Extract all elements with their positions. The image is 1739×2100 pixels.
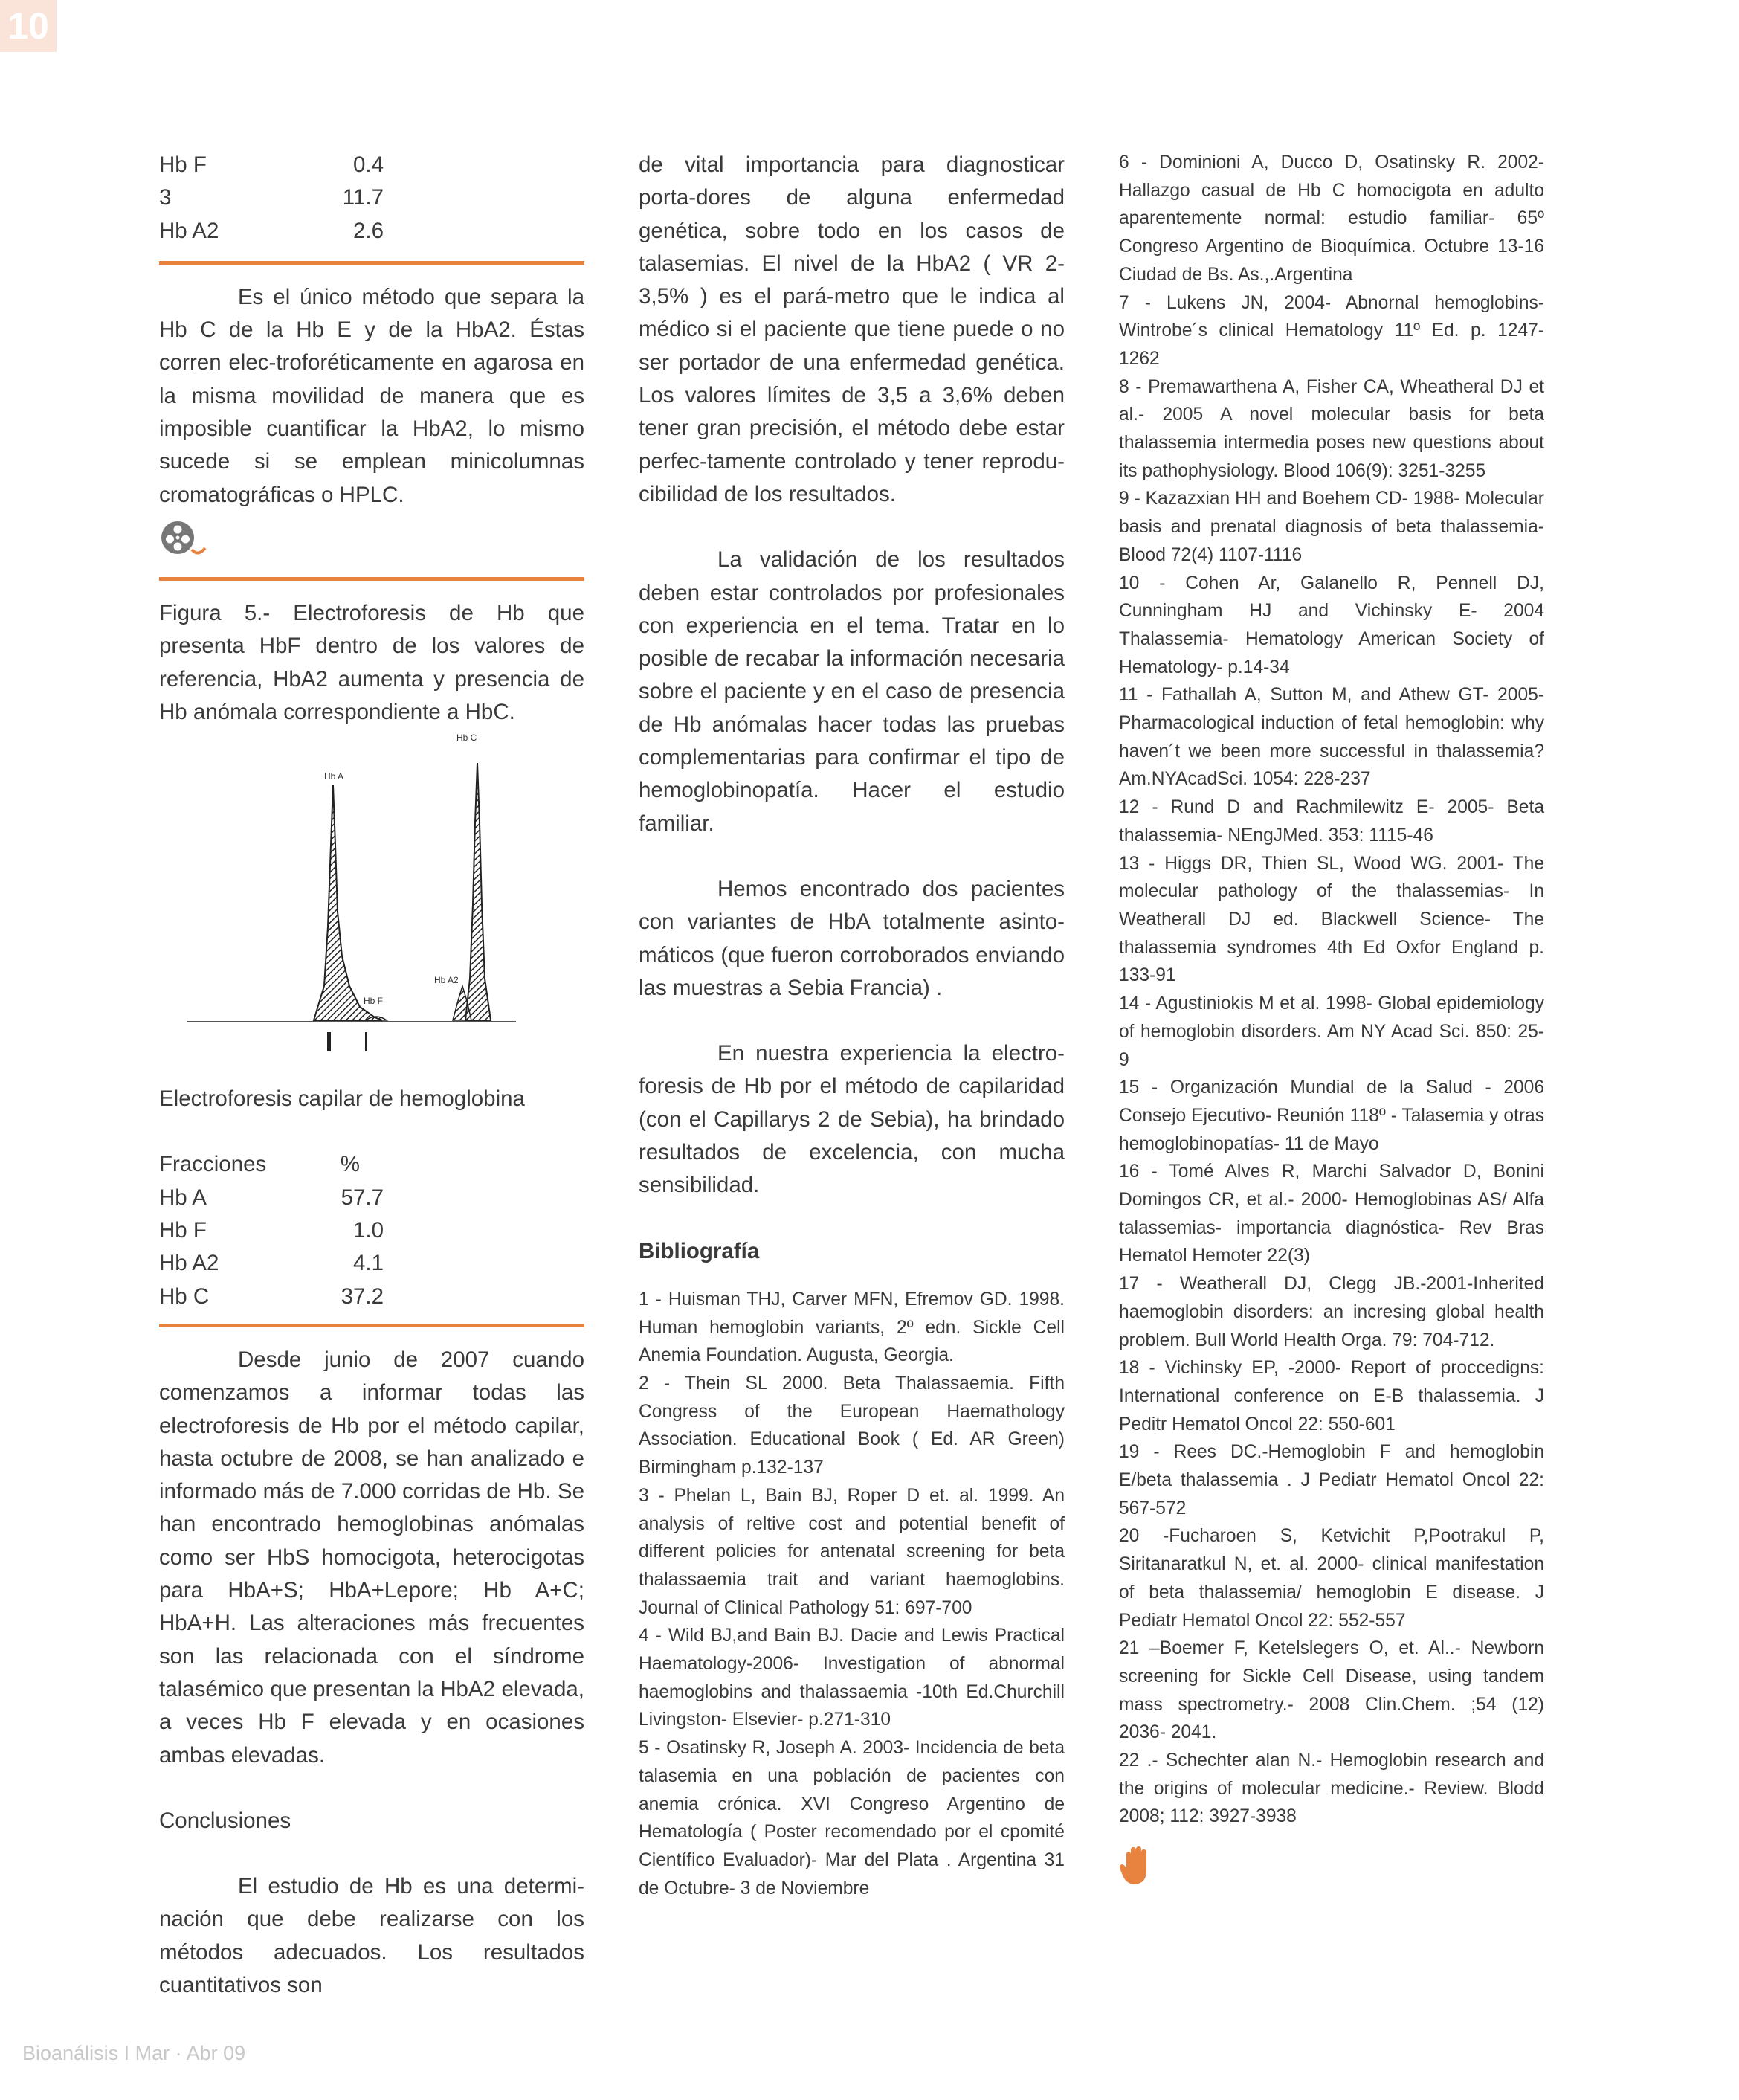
reference-item: 9 - Kazazxian HH and Boehem CD- 1988- Molecular basis and prenatal diagnosis of beta thalassemia- Blood 72(4) 1107-1116 (1119, 489, 1544, 565)
peak-label-hba2: Hb A2 (434, 975, 459, 986)
electro-title: Electroforesis capilar de hemoglobina (159, 1086, 525, 1112)
table-row: Hb A2 2.6 (159, 218, 384, 243)
table-row: Hb A 57.7 (159, 1185, 384, 1210)
reference-item: 15 - Organización Mundial de la Salud - 2006 Consejo Ejecutivo- Reunión 118º - Talasemia y otras hemoglobinopatías- 11 de Mayo (1119, 1078, 1544, 1154)
electropherogram (159, 733, 584, 1083)
reference-item: 6 - Dominioni A, Ducco D, Osatinsky R. 2002- Hallazgo casual de Hb C homocigota en adulto aparentemente normal: estudio familiar- 65º Congreso Argentino de Bioquímica. Octubre 13-16 Ciudad de Bs. As.,.Argentina (1119, 152, 1544, 285)
film-reel-icon (159, 515, 584, 567)
reference-item: 1 - Huisman THJ, Carver MFN, Efremov GD. 1998. Human hemoglobin variants, 2º edn. Sickle Cell Anemia Foundation. Augusta, Georgia. (639, 1289, 1065, 1366)
reference-item: 14 - Agustiniokis M et al. 1998- Global epidemiology of hemoglobin disorders. Am NY Acad Sci. 850: 25-9 (1119, 993, 1544, 1070)
section-heading: Conclusiones (159, 1808, 291, 1833)
fractions-table (159, 1148, 584, 1312)
paragraph: Hemos encontrado dos pacientes con variantes de HbA totalmente asinto-máticos (que fueron corroborados enviando las muestras a Sebia Francia) . (639, 876, 1065, 1000)
divider (159, 261, 584, 265)
bibliography-heading: Bibliografía (639, 1238, 760, 1263)
reference-item: 20 -Fucharoen S, Ketvichit P,Pootrakul P, Siritanaratkul N, et. al. 2000- clinical manifestation of beta thalassemia/ hemoglobin E disease. J Pediatr Hematol Oncol 22: 552-557 (1119, 1526, 1544, 1631)
paragraph: Desde junio de 2007 cuando comenzamos a informar todas las electroforesis de Hb por el método capilar, hasta octubre de 2008, se han analizado e informado más de 7.000 corridas de Hb. Se han encontrado hemoglobinas anómalas como ser HbS homocigota, heterocigotas para HbA+S; HbA+Lepore; Hb A+C; HbA+H. Las alteraciones más frecuentes son las relacionada con el síndrome talasémico que presentan la HbA2 elevada, a veces Hb F elevada y en ocasiones ambas elevadas. (159, 1347, 584, 1768)
table-row: Hb A2 4.1 (159, 1251, 384, 1276)
reference-item: 13 - Higgs DR, Thien SL, Wood WG. 2001- The molecular pathology of the thalassemias- In Weatherall DJ ed. Blackwell Science- The thalassemia syndromes 4th Ed Oxfor England p. 133-91 (1119, 853, 1544, 986)
table-row: Hb F 0.4 (159, 152, 384, 177)
marker (327, 1032, 331, 1051)
reference-item: 22 .- Schechter alan N.- Hemoglobin research and the origins of molecular medicine.- Review. Blodd 2008; 112: 3927-3938 (1119, 1750, 1544, 1827)
page-number: 10 (0, 0, 57, 52)
reference-item: 11 - Fathallah A, Sutton M, and Athew GT- 2005- Pharmacological induction of fetal hemoglobin: why haven´t we been more successful in thalassemia? Am.NYAcadSci. 1054: 228-237 (1119, 685, 1544, 790)
reference-list (1119, 149, 1544, 1831)
paragraph: de vital importancia para diagnosticar porta-dores de alguna enfermedad genética, sobre todo en los casos de talasemias. El nivel de la HbA2 ( VR 2-3,5% ) es el pará-metro que le indica al médico si el paciente que tiene puede o no ser portador de una enfermedad genética. Los valores límites de 3,5 a 3,6% deben tener gran precisión, el método debe estar perfec-tamente controlado y tener reprodu-cibilidad de los resultados. (639, 152, 1065, 506)
reference-item: 10 - Cohen Ar, Galanello R, Pennell DJ, Cunningham HJ and Vichinsky E- 2004 Thalassemia- Hematology American Society of Hematology- p.14-34 (1119, 573, 1544, 677)
divider (159, 577, 584, 581)
top-table (159, 149, 584, 248)
paragraph: La validación de los resultados deben estar controlados por profesionales con experiencia en el tema. Tratar en lo posible de recabar la información necesaria sobre el paciente y en el caso de presencia de Hb anómalas hacer todas las pruebas complementarias para confirmar el tipo de hemoglobinopatía. Hacer el estudio familiar. (639, 547, 1065, 836)
column-2 (639, 149, 1065, 1902)
paragraph: El estudio de Hb es una determi-nación que debe realizarse con los métodos adecuados. Los resultados cuantitativos son (159, 1874, 584, 1997)
reference-item: 21 –Boemer F, Ketelslegers O, et. Al..- Newborn screening for Sickle Cell Disease, using tandem mass spectrometry.- 2008 Clin.Chem. ;54 (12) 2036- 2041. (1119, 1638, 1544, 1743)
divider (159, 1324, 584, 1327)
reference-list (639, 1286, 1065, 1902)
reference-item: 18 - Vichinsky EP, -2000- Report of proccedigns: International conference on E-B thalassemia. J Peditr Hematol Oncol 22: 550-601 (1119, 1358, 1544, 1434)
reference-item: 5 - Osatinsky R, Joseph A. 2003- Incidencia de beta talasemia en una población de pacientes con anemia crónica. XVI Congreso Argentino de Hematología ( Poster recomendado por el cpomité Científico Evaluador)- Mar del Plata . Argentina 31 de Octubre- 3 de Noviembre (639, 1738, 1065, 1898)
peak-hbc (465, 763, 491, 1020)
table-row: Hb F 1.0 (159, 1218, 384, 1243)
paragraph: Es el único método que separa la Hb C de la Hb E y de la HbA2. Éstas corren elec-troforéticamente en agarosa en la misma movilidad de manera que es imposible cuantificar la HbA2, lo mismo sucede si se emplean minicolumnas cromatográficas o HPLC. (159, 284, 584, 507)
column-3 (1119, 149, 1544, 1890)
peak-label-hbc: Hb C (456, 733, 477, 744)
footer: Bioanálisis I Mar · Abr 09 (22, 2042, 246, 2064)
column-1 (159, 149, 584, 2002)
table-row: 3 11.7 (159, 185, 384, 210)
marker (365, 1032, 367, 1051)
reference-item: 2 - Thein SL 2000. Beta Thalassaemia. Fifth Congress of the European Haemathology Association. Educational Book ( Ed. AR Green) Birmingham p.132-137 (639, 1373, 1065, 1478)
reference-item: 8 - Premawarthena A, Fisher CA, Wheatheral DJ et al.- 2005 A novel molecular basis for beta thalassemia intermedia poses new questions about its pathophysiology. Blood 106(9): 3251-3255 (1119, 376, 1544, 481)
reference-item: 4 - Wild BJ,and Bain BJ. Dacie and Lewis Practical Haematology-2006- Investigation of abnormal haemoglobins and thalassaemia -10th Ed.Churchill Livingston- Elsevier- p.271-310 (639, 1626, 1065, 1730)
peak-hba (314, 785, 382, 1020)
reference-item: 17 - Weatherall DJ, Clegg JB.-2001-Inherited haemoglobin disorders: an incresing global health problem. Bull World Health Orga. 79: 704-712. (1119, 1274, 1544, 1350)
paragraph: En nuestra experiencia la electro-foresis de Hb por el método de capilaridad (con el Capillarys 2 de Sebia), ha brindado resultados de excelencia, con mucha sensibilidad. (639, 1041, 1065, 1198)
reference-item: 7 - Lukens JN, 2004- Abnornal hemoglobins- Wintrobe´s clinical Hematology 11º Ed. p. 1247-1262 (1119, 292, 1544, 369)
table-row: Hb C 37.2 (159, 1283, 384, 1309)
peak-label-hbf: Hb F (364, 996, 384, 1007)
reference-item: 19 - Rees DC.-Hemoglobin F and hemoglobin E/beta thalassemia . J Pediatr Hematol Oncol 22: 567-572 (1119, 1442, 1544, 1518)
peak-label-hba: Hb A (324, 771, 344, 782)
reference-item: 12 - Rund D and Rachmilewitz E- 2005- Beta thalassemia- NEngJMed. 353: 1115-46 (1119, 797, 1544, 846)
electrophoresis-chart (159, 733, 584, 1083)
reference-item: 3 - Phelan L, Bain BJ, Roper D et. al. 1999. An analysis of reltive cost and potential benefit of different policies for antenatal screening for beta thalassaemia trait and variant haemoglobins. Journal of Clinical Pathology 51: 697-700 (639, 1485, 1065, 1618)
table-header: Fracciones % (159, 1152, 360, 1177)
figure-caption: Figura 5.- Electroforesis de Hb que presenta HbF dentro de los valores de referencia, HbA2 aumenta y presencia de Hb anómala correspondiente a HbC. (159, 600, 584, 724)
reference-item: 16 - Tomé Alves R, Marchi Salvador D, Bonini Domingos CR, et al.- 2000- Hemoglobinas AS/ Alfa talassemias- importancia diagnóstica- Rev Bras Hematol Hemoter 22(3) (1119, 1162, 1544, 1266)
hand-icon (1119, 1846, 1544, 1890)
